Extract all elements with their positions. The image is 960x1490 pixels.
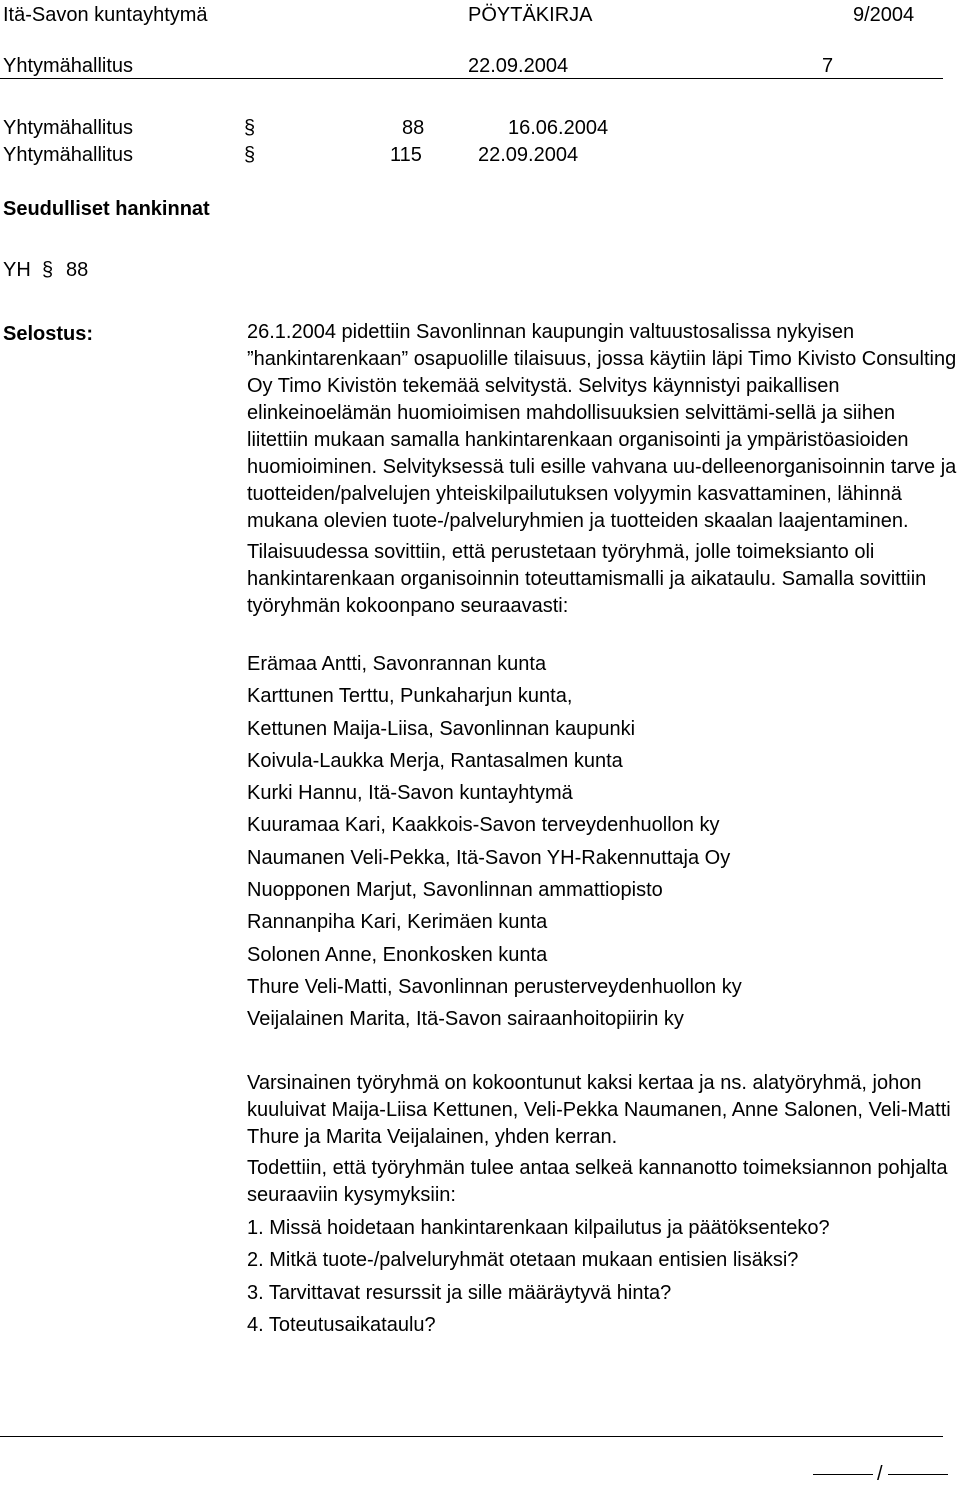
- history-number-2: 115: [390, 144, 422, 166]
- header-org: Itä-Savon kuntayhtymä: [3, 4, 208, 26]
- history-date-1: 16.06.2004: [508, 117, 609, 139]
- selostus-label: Selostus:: [3, 323, 94, 345]
- paragraph-2: Tilaisuudessa sovittiin, että perustetaan työryhmä, jolle toimeksianto oli hankintarenkaan organisoinnin toteuttamismalli ja aikataulu. Samalla sovittiin työryhmän kokoonpano seuraavasti:: [247, 541, 927, 617]
- signature-line-left: [813, 1474, 873, 1475]
- list-item: Koivula-Laukka Merja, Rantasalmen kunta: [247, 749, 623, 772]
- list-item: Erämaa Antti, Savonrannan kunta: [247, 653, 547, 675]
- list-item: 2. Mitkä tuote-/palveluryhmät otetaan mukaan entisien lisäksi?: [247, 1249, 799, 1272]
- header-date: 22.09.2004: [468, 55, 569, 77]
- question-list: [247, 1216, 830, 1345]
- list-item: Kurki Hannu, Itä-Savon kuntayhtymä: [247, 782, 573, 805]
- page-title: Seudulliset hankinnat: [3, 198, 210, 220]
- list-item: Nuopponen Marjut, Savonlinnan ammattiopisto: [247, 879, 663, 902]
- list-item: Naumanen Veli-Pekka, Itä-Savon YH-Rakennuttaja Oy: [247, 846, 731, 869]
- list-item: 4. Toteutusaikataulu?: [247, 1313, 436, 1336]
- list-item: Veijalainen Marita, Itä-Savon sairaanhoitopiirin ky: [247, 1008, 684, 1031]
- list-item: Thure Veli-Matti, Savonlinnan perusterveydenhuollon ky: [247, 975, 742, 998]
- header-page-number: 7: [822, 55, 834, 77]
- item-prefix: YH: [3, 259, 31, 281]
- list-item: Kuuramaa Kari, Kaakkois-Savon terveydenhuollon ky: [247, 814, 720, 837]
- selostus-text: [247, 319, 959, 620]
- signature-line-right: [888, 1474, 948, 1475]
- header-doc-number: 9/2004: [853, 4, 915, 26]
- item-number: 88: [66, 259, 89, 281]
- history-number-1: 88: [402, 117, 425, 139]
- history-date-2: 22.09.2004: [478, 144, 579, 166]
- list-item: Solonen Anne, Enonkosken kunta: [247, 943, 548, 966]
- list-item: Kettunen Maija-Liisa, Savonlinnan kaupunki: [247, 717, 636, 740]
- signature-slash: /: [877, 1463, 883, 1485]
- list-item: Rannanpiha Kari, Kerimäen kunta: [247, 911, 548, 934]
- member-list: [247, 652, 742, 1040]
- list-item: 1. Missä hoidetaan hankintarenkaan kilpailutus ja päätöksenteko?: [247, 1217, 830, 1239]
- list-item: 3. Tarvittavat resurssit ja sille määräytyvä hinta?: [247, 1281, 672, 1304]
- followup-text: [247, 1070, 959, 1209]
- header-doc-type: PÖYTÄKIRJA: [468, 4, 593, 26]
- section-symbol: §: [42, 259, 54, 281]
- history-body-2: Yhtymähallitus: [3, 144, 134, 166]
- paragraph-4: Todettiin, että työryhmän tulee antaa selkeä kannanotto toimeksiannon pohjalta seuraaviin kysymyksiin:: [247, 1157, 948, 1206]
- list-item: Karttunen Terttu, Punkaharjun kunta,: [247, 685, 573, 708]
- paragraph-1: 26.1.2004 pidettiin Savonlinnan kaupungin valtuustosalissa nykyisen ”hankintarenkaan” osapuolille tilaisuus, jossa käytiin läpi Timo Kivisto Consulting Oy Timo Kivistön tekemää selvitystä. Selvitys käynnistyi paikallisen elinkeinoelämän huomioimisen mahdollisuuksien selvittämi-sellä ja siihen liitettiin mukaan samalla hankintarenkaan organisointi ja ympäristöasioiden huomioiminen. Selvityksessä tuli esille vahvana uu-delleenorganisoinnin tarve ja tuotteiden/palvelujen yhteiskilpailutuksen volyymin kasvattaminen, lähinnä mukana olevien tuote-/palveluryhmien ja tuotteiden skaalan laajentaminen.: [247, 321, 957, 532]
- section-symbol: §: [244, 117, 256, 139]
- footer-rule: [0, 1436, 943, 1437]
- header-rule: [0, 78, 943, 79]
- section-symbol: §: [244, 144, 256, 166]
- header-body: Yhtymähallitus: [3, 55, 134, 77]
- paragraph-3: Varsinainen työryhmä on kokoontunut kaksi kertaa ja ns. alatyöryhmä, johon kuuluivat Maija-Liisa Kettunen, Veli-Pekka Naumanen, Anne Salonen, Veli-Matti Thure ja Marita Veijalainen, yhden kerran.: [247, 1072, 951, 1148]
- history-body-1: Yhtymähallitus: [3, 117, 134, 139]
